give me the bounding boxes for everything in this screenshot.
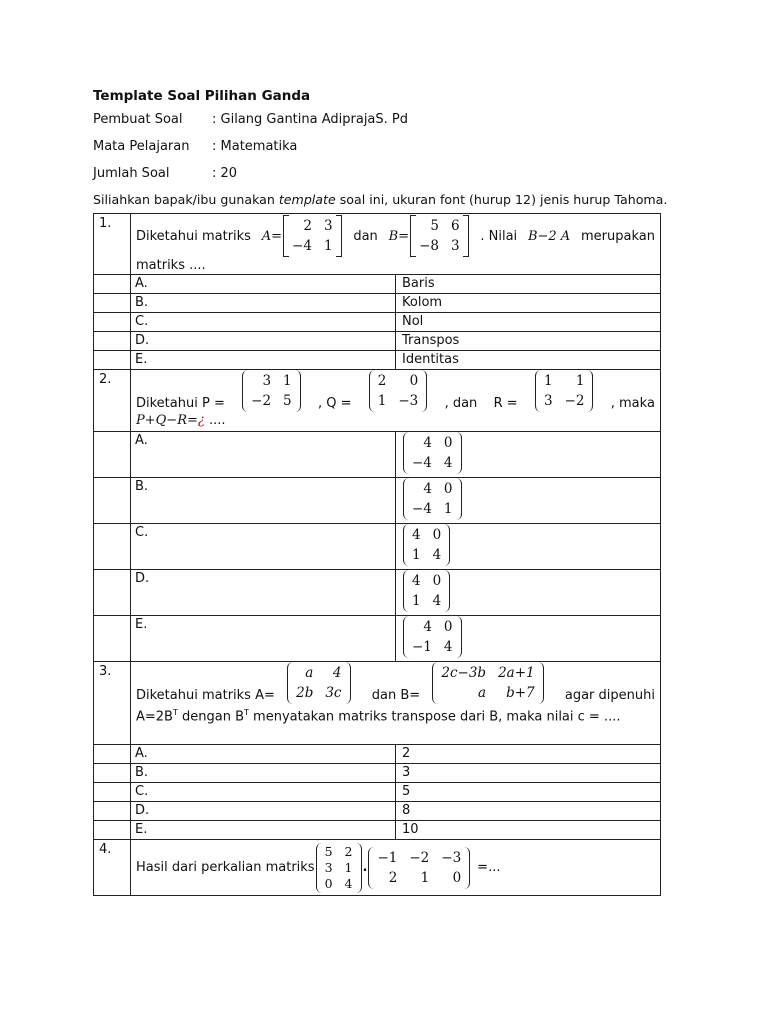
- matrix-cell: −3: [398, 393, 419, 409]
- matrix-cells: [409, 524, 444, 566]
- q3-text-b: dan B=: [371, 688, 421, 703]
- option-matrix: [396, 432, 661, 478]
- option-row: [94, 275, 661, 294]
- question-text: [131, 840, 661, 896]
- question-number: 3.: [94, 662, 131, 745]
- q3-text-c: agar dipenuhi: [564, 688, 655, 703]
- intro-after: soal ini, ukuran font (hurup 12) jenis hurup Tahoma.: [335, 192, 668, 207]
- matrix-cell: 1: [412, 593, 421, 609]
- q4-dot: .: [362, 860, 368, 875]
- question-text: [131, 370, 661, 432]
- matrix-cell: 2: [377, 373, 387, 389]
- option-letter: B.: [131, 764, 396, 783]
- matrix-cell: 6: [450, 218, 460, 234]
- matrix-cell: 1: [344, 859, 353, 875]
- matrix-cell: −3: [441, 849, 462, 866]
- option-matrix: [396, 570, 661, 616]
- matrix-cell: 3: [450, 238, 460, 254]
- option-letter: C.: [131, 524, 396, 570]
- matrix-cell: −2: [564, 393, 585, 409]
- option-row: [94, 332, 661, 351]
- matrix-cell: 2: [388, 869, 398, 886]
- option-row: [94, 821, 661, 840]
- option-letter: C.: [131, 783, 396, 802]
- matrix-cell: 1: [575, 373, 585, 389]
- meta-value: : 20: [212, 166, 238, 181]
- option-text: Nol: [396, 313, 661, 332]
- matrix-cells: [289, 215, 336, 257]
- matrix-bracket-right: [456, 616, 462, 658]
- matrix-cell: a: [478, 685, 487, 701]
- q4-text-a: Hasil dari perkalian matriks: [136, 860, 315, 875]
- q1-expression: B−2 A: [527, 228, 571, 244]
- option-text: Identitas: [396, 351, 661, 370]
- option-row: [94, 616, 661, 662]
- option-text: Baris: [396, 275, 661, 294]
- q1-text-c: . Nilai: [480, 228, 518, 244]
- question-3: [94, 662, 661, 745]
- q2-expression-mark: ¿: [197, 413, 205, 428]
- matrix-cells: [293, 662, 344, 704]
- matrix-bracket-right: [464, 847, 470, 889]
- intro-before: Siliahkan bapak/ibu gunakan: [93, 192, 279, 207]
- matrix-cell: −4: [412, 501, 432, 517]
- option-letter: A.: [131, 432, 396, 478]
- question-table: [93, 213, 661, 896]
- matrix-bracket-right: [463, 215, 469, 257]
- matrix-r: [535, 370, 594, 412]
- matrix-cell: 3: [323, 218, 333, 234]
- matrix-cell: 1: [412, 547, 421, 563]
- option-letter: E.: [131, 821, 396, 840]
- matrix-cell: 0: [324, 875, 333, 891]
- q2-text-d: R =: [493, 396, 518, 411]
- q1-matrix-b-name: B=: [388, 228, 410, 244]
- matrix-cell: 0: [409, 373, 419, 389]
- q3-line2-sup: T: [172, 708, 178, 717]
- matrix-cell: 2: [303, 218, 312, 234]
- matrix-cell: 2: [344, 843, 353, 859]
- matrix-cell: −1: [377, 849, 398, 866]
- option-row: [94, 783, 661, 802]
- matrix-cell: 4: [423, 435, 432, 451]
- matrix-cell: 0: [452, 869, 462, 886]
- matrix-cell: 5: [324, 843, 333, 859]
- matrix-cell: 0: [443, 435, 453, 451]
- option-row: [94, 745, 661, 764]
- matrix-cell: 4: [423, 481, 432, 497]
- matrix-cell: 1: [323, 238, 333, 254]
- matrix-bracket-right: [587, 370, 593, 412]
- matrix-cell: 4: [332, 665, 342, 681]
- option-matrix: [396, 524, 661, 570]
- meta-subject: [93, 133, 661, 160]
- meta-label: Pembuat Soal: [93, 112, 183, 127]
- matrix-cell: 0: [432, 527, 442, 543]
- option-letter: C.: [131, 313, 396, 332]
- q1-matrix-a-name: A=: [261, 228, 283, 244]
- matrix-cell: −4: [412, 455, 432, 471]
- option-matrix: [396, 478, 661, 524]
- matrix-bracket-right: [444, 570, 450, 612]
- q2-line2: [136, 412, 655, 429]
- matrix-cell: 4: [412, 527, 421, 543]
- matrix-cell: 4: [432, 593, 442, 609]
- question-2: [94, 370, 661, 432]
- question-text: [131, 214, 661, 275]
- option-letter: D.: [131, 570, 396, 616]
- matrix-cells: [409, 478, 456, 520]
- matrix-cell: 5: [430, 218, 439, 234]
- matrix-bracket-right: [345, 662, 351, 704]
- option-row: [94, 478, 661, 524]
- matrix-cell: 0: [443, 481, 453, 497]
- meta-label: Jumlah Soal: [93, 166, 170, 181]
- matrix-bracket-right: [336, 215, 342, 257]
- meta-count: [93, 160, 661, 187]
- option-row: [94, 802, 661, 821]
- matrix-cell: 0: [443, 619, 453, 635]
- matrix-cells: [409, 432, 456, 474]
- meta-label: Mata Pelajaran: [93, 139, 190, 154]
- option-row: [94, 351, 661, 370]
- q3-line2-c: menyatakan matriks transpose dari B, maka nilai c = ....: [248, 709, 621, 725]
- q3-line2: [136, 704, 655, 725]
- option-text: Transpos: [396, 332, 661, 351]
- q1-text-e: matriks ....: [136, 258, 206, 273]
- question-number: 2.: [94, 370, 131, 432]
- matrix-cell: −2: [251, 393, 272, 409]
- matrix-cells: [322, 843, 356, 893]
- matrix-q: [369, 370, 428, 412]
- option-letter: A.: [131, 275, 396, 294]
- matrix-bracket-right: [356, 843, 362, 893]
- option-letter: D.: [131, 802, 396, 821]
- option-row: [94, 570, 661, 616]
- option-letter: E.: [131, 351, 396, 370]
- option-a-matrix: [403, 432, 462, 474]
- q4-text-b: =...: [477, 860, 501, 875]
- matrix-cell: −2: [409, 849, 430, 866]
- matrix-cell: 1: [443, 501, 453, 517]
- matrix-cell: 2b: [296, 685, 314, 701]
- matrix-bracket-right: [456, 432, 462, 474]
- matrix-bracket-right: [456, 478, 462, 520]
- q2-text-a: Diketahui P =: [136, 396, 225, 411]
- matrix-cells: [541, 370, 588, 412]
- option-letter: B.: [131, 294, 396, 313]
- matrix-cell: −4: [292, 238, 312, 254]
- matrix-cells: [409, 570, 444, 612]
- matrix-cell: 2a+1: [498, 665, 535, 681]
- matrix-cell: 1: [420, 869, 430, 886]
- meta-value: : Gilang Gantina AdiprajaS. Pd: [212, 112, 409, 127]
- matrix-b: [368, 847, 470, 889]
- option-letter: A.: [131, 745, 396, 764]
- matrix-p: [242, 370, 301, 412]
- q2-text-c: , dan: [444, 396, 478, 411]
- document-page: [93, 86, 668, 896]
- matrix-cell: 1: [543, 373, 553, 389]
- matrix-cells: [248, 370, 295, 412]
- matrix-cell: 0: [432, 573, 442, 589]
- matrix-bracket-right: [295, 370, 301, 412]
- matrix-cells: [409, 616, 456, 658]
- option-c-matrix: [403, 524, 450, 566]
- matrix-cell: 4: [443, 639, 453, 655]
- q2-text-e: , maka: [610, 396, 655, 411]
- matrix-cell: 4: [423, 619, 432, 635]
- matrix-bracket-right: [421, 370, 427, 412]
- matrix-cell: 2c−3b: [441, 665, 487, 681]
- matrix-cell: −8: [419, 238, 439, 254]
- q3-line2-b: dengan B: [177, 709, 245, 725]
- option-text: 10: [396, 821, 661, 840]
- option-text: 2: [396, 745, 661, 764]
- matrix-cell: 1: [377, 393, 387, 409]
- question-1: [94, 214, 661, 275]
- question-text: [131, 662, 661, 745]
- option-b-matrix: [403, 478, 462, 520]
- matrix-cells: [375, 370, 422, 412]
- matrix-a: [283, 215, 342, 257]
- matrix-b: [410, 215, 469, 257]
- meta-author: [93, 106, 661, 133]
- matrix-cell: 3: [543, 393, 553, 409]
- option-row: [94, 764, 661, 783]
- q1-text-d: merupakan: [581, 228, 655, 244]
- matrix-cells: [374, 847, 464, 889]
- q3-line2-sup2: T: [244, 708, 249, 717]
- matrix-cell: 3c: [325, 685, 342, 701]
- matrix-cell: 3: [324, 859, 333, 875]
- option-text: Kolom: [396, 294, 661, 313]
- matrix-cell: 4: [432, 547, 442, 563]
- option-text: 3: [396, 764, 661, 783]
- matrix-cells: [438, 662, 537, 704]
- matrix-bracket-right: [538, 662, 544, 704]
- q3-text-a: Diketahui matriks A=: [136, 688, 275, 703]
- option-text: 8: [396, 802, 661, 821]
- option-matrix: [396, 616, 661, 662]
- document-title: Template Soal Pilihan Ganda: [93, 88, 311, 104]
- matrix-a: [316, 843, 362, 893]
- matrix-cell: a: [305, 665, 314, 681]
- matrix-b: [432, 662, 543, 704]
- q3-line2-a: A=2B: [136, 709, 173, 725]
- matrix-cell: 1: [283, 373, 292, 389]
- matrix-cell: 3: [262, 373, 272, 389]
- q1-text-a: Diketahui matriks: [136, 228, 251, 244]
- option-letter: B.: [131, 478, 396, 524]
- q2-text-b: , Q =: [317, 396, 352, 411]
- question-number: 1.: [94, 214, 131, 275]
- option-d-matrix: [403, 570, 450, 612]
- option-row: [94, 524, 661, 570]
- matrix-cell: −1: [412, 639, 432, 655]
- meta-value: : Matematika: [212, 139, 298, 154]
- option-e-matrix: [403, 616, 462, 658]
- q1-text-b: dan: [353, 228, 378, 244]
- option-text: 5: [396, 783, 661, 802]
- option-row: [94, 294, 661, 313]
- question-number: 4.: [94, 840, 131, 896]
- matrix-cell: 4: [344, 875, 353, 891]
- option-row: [94, 432, 661, 478]
- matrix-cells: [416, 215, 463, 257]
- matrix-a: [287, 662, 350, 704]
- matrix-bracket-right: [444, 524, 450, 566]
- matrix-cell: 4: [443, 455, 453, 471]
- matrix-cell: 4: [412, 573, 421, 589]
- q2-text-f: ....: [204, 413, 226, 428]
- question-4: [94, 840, 661, 896]
- option-letter: D.: [131, 332, 396, 351]
- matrix-cell: 5: [283, 393, 292, 409]
- option-row: [94, 313, 661, 332]
- intro-text: [93, 187, 668, 213]
- q2-expression: P+Q−R=: [136, 413, 198, 428]
- intro-italic: template: [278, 192, 336, 207]
- option-letter: E.: [131, 616, 396, 662]
- matrix-cell: b+7: [506, 685, 535, 701]
